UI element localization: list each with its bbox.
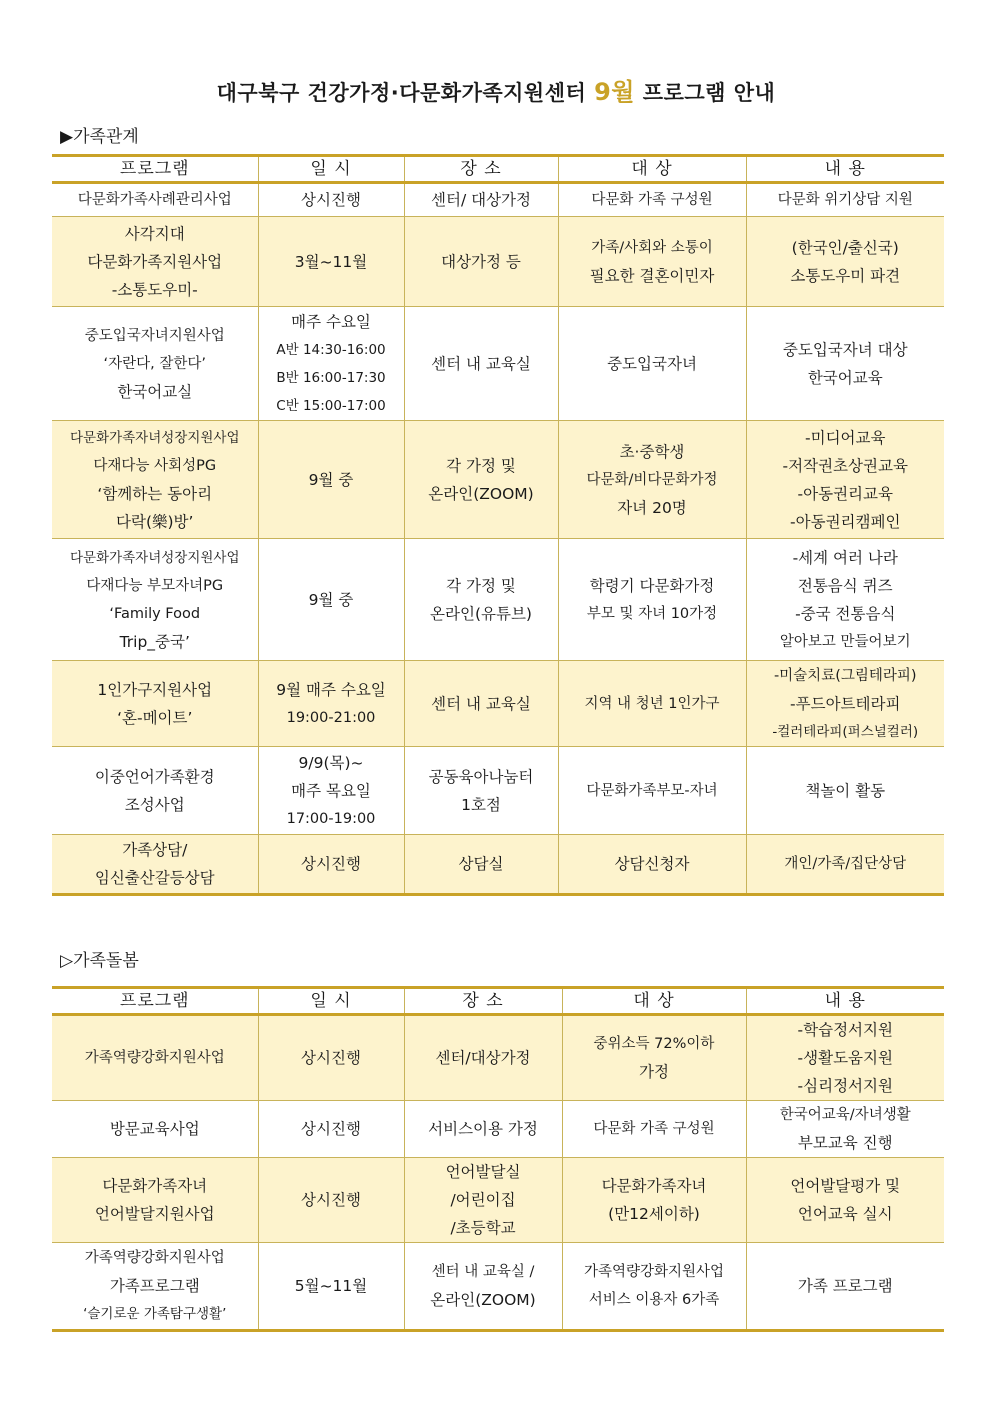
cell-text: 초·중학생 xyxy=(619,442,685,461)
cell-target xyxy=(562,1101,746,1158)
cell-text: 부모 및 자녀 10가정 xyxy=(586,605,718,622)
cell-location xyxy=(404,217,558,307)
cell-text: B반 16:00-17:30 xyxy=(276,369,386,386)
cell-schedule xyxy=(258,421,404,539)
cell-program xyxy=(52,183,258,217)
cell-content xyxy=(746,1243,944,1331)
cell-text: 다재다능 사회성PG xyxy=(93,457,217,474)
cell-program xyxy=(52,421,258,539)
cell-text: C반 15:00-17:00 xyxy=(276,397,386,414)
cell-text: 개인/가족/집단상담 xyxy=(784,856,907,872)
cell-text: 9월 중 xyxy=(308,470,354,489)
cell-text: /초등학교 xyxy=(450,1219,516,1237)
cell-text: 자녀 20명 xyxy=(617,498,687,517)
cell-text: 센터 내 교육실 xyxy=(431,694,531,713)
cell-text: 다문화/비다문화가정 xyxy=(586,471,718,488)
cell-text: 사각지대 xyxy=(124,224,185,243)
cell-text: 다문화가족부모-자녀 xyxy=(586,782,718,799)
table-row xyxy=(52,1243,944,1331)
cell-content xyxy=(746,421,944,539)
cell-program xyxy=(52,835,258,895)
cell-text: 학령기 다문화가정 xyxy=(589,576,715,595)
cell-text: 온라인(ZOOM) xyxy=(430,1291,536,1309)
cell-text: 가족/사회와 소통이 xyxy=(591,239,713,256)
cell-location xyxy=(404,835,558,895)
column-header-schedule: 일 시 xyxy=(258,988,404,1015)
cell-text: ‘함께하는 동아리 xyxy=(97,484,213,503)
table-header-row xyxy=(52,156,944,183)
cell-program xyxy=(52,661,258,747)
cell-text: 임신출산갈등상담 xyxy=(94,869,215,887)
cell-schedule xyxy=(258,1158,404,1243)
column-header-program: 프로그램 xyxy=(52,156,258,183)
cell-text: 각 가정 및 xyxy=(446,576,516,595)
table-row xyxy=(52,747,944,835)
table-row xyxy=(52,183,944,217)
cell-text: 전통음식 퀴즈 xyxy=(797,576,893,595)
cell-schedule xyxy=(258,217,404,307)
cell-text: 소통도우미 파견 xyxy=(790,266,901,285)
cell-text: 다문화가족자녀 xyxy=(601,1177,707,1195)
cell-text: A반 14:30-16:00 xyxy=(276,341,386,358)
cell-text: 방문교육사업 xyxy=(109,1120,200,1138)
cell-content xyxy=(746,539,944,661)
cell-schedule xyxy=(258,539,404,661)
cell-content xyxy=(746,1101,944,1158)
cell-content xyxy=(746,661,944,747)
cell-target xyxy=(562,1243,746,1331)
cell-text: -푸드아트테라피 xyxy=(790,694,901,713)
cell-text: 매주 수요일 xyxy=(291,312,371,331)
page-title xyxy=(0,72,992,107)
cell-text: 5월~11월 xyxy=(294,1277,368,1295)
cell-text: 다락(樂)방’ xyxy=(116,512,194,531)
cell-program xyxy=(52,217,258,307)
cell-text: 서비스 이용자 6가족 xyxy=(588,1292,720,1308)
cell-text: 3월~11월 xyxy=(294,252,368,271)
cell-program xyxy=(52,1101,258,1158)
cell-text: (만12세이하) xyxy=(608,1205,700,1223)
cell-location xyxy=(404,1158,562,1243)
cell-location xyxy=(404,539,558,661)
cell-text: 한국어교육 xyxy=(807,368,883,387)
cell-text: 상담신청자 xyxy=(614,855,690,873)
column-header-target: 대 상 xyxy=(558,156,746,183)
cell-program xyxy=(52,1243,258,1331)
cell-text: 상시진행 xyxy=(301,191,361,209)
cell-schedule xyxy=(258,1101,404,1158)
cell-text: 상시진행 xyxy=(301,1191,361,1209)
title-month: 9월 xyxy=(594,78,635,106)
cell-text: 1호점 xyxy=(461,795,501,814)
cell-text: 다문화 가족 구성원 xyxy=(593,1121,715,1137)
cell-target xyxy=(558,183,746,217)
section-heading-family-care: ▷가족돌봄 xyxy=(60,951,139,971)
cell-text: ‘슬기로운 가족탐구생활’ xyxy=(83,1306,227,1322)
table-row xyxy=(52,1101,944,1158)
cell-program xyxy=(52,747,258,835)
column-header-target: 대 상 xyxy=(562,988,746,1015)
cell-location xyxy=(404,1101,562,1158)
cell-text: Trip_중국’ xyxy=(119,632,190,651)
cell-text: 상시진행 xyxy=(301,1120,361,1138)
cell-text: 부모교육 진행 xyxy=(797,1134,893,1152)
cell-text: 센터/대상가정 xyxy=(435,1049,531,1067)
cell-text: 언어발달실 xyxy=(445,1163,521,1181)
table-row xyxy=(52,835,944,895)
cell-target xyxy=(558,661,746,747)
cell-text: 한국어교육/자녀생활 xyxy=(779,1107,911,1123)
cell-text: -생활도움지원 xyxy=(797,1049,893,1067)
cell-text: 다문화 위기상담 지원 xyxy=(777,192,913,208)
cell-program xyxy=(52,1158,258,1243)
cell-location xyxy=(404,1243,562,1331)
cell-content xyxy=(746,835,944,895)
cell-text: 9월 중 xyxy=(308,590,354,609)
cell-text: 상시진행 xyxy=(301,1049,361,1067)
cell-schedule xyxy=(258,307,404,421)
column-header-schedule: 일 시 xyxy=(258,156,404,183)
cell-text: 책놀이 활동 xyxy=(805,781,886,800)
cell-text: -세계 여러 나라 xyxy=(792,548,898,567)
cell-target xyxy=(558,835,746,895)
cell-text: -심리정서지원 xyxy=(797,1077,893,1095)
cell-content xyxy=(746,747,944,835)
section-heading-family-relations: ▶가족관계 xyxy=(60,127,139,147)
cell-content xyxy=(746,217,944,307)
cell-location xyxy=(404,661,558,747)
cell-text: 가족프로그램 xyxy=(109,1277,200,1295)
cell-text: 대상가정 등 xyxy=(441,252,521,271)
column-header-content: 내 용 xyxy=(746,156,944,183)
cell-location xyxy=(404,1015,562,1101)
cell-text: 상담실 xyxy=(458,855,504,873)
column-header-program: 프로그램 xyxy=(52,988,258,1015)
cell-text: 한국어교실 xyxy=(117,382,193,401)
cell-text: -학습정서지원 xyxy=(797,1021,893,1039)
cell-text: 가족역량강화지원사업 xyxy=(84,1050,225,1066)
cell-text: ‘혼-메이트’ xyxy=(117,708,193,727)
cell-text: 가족상담/ xyxy=(122,841,188,859)
cell-target xyxy=(562,1015,746,1101)
cell-text: -소통도우미- xyxy=(111,280,198,299)
column-header-location: 장 소 xyxy=(404,156,558,183)
cell-content xyxy=(746,183,944,217)
cell-target xyxy=(562,1158,746,1243)
table-header-row xyxy=(52,988,944,1015)
cell-schedule xyxy=(258,661,404,747)
cell-text: 센터 내 교육실 xyxy=(431,354,531,373)
cell-text: -저작권초상권교육 xyxy=(782,456,908,475)
cell-text: 1인가구지원사업 xyxy=(97,680,213,699)
cell-text: 이중언어가족환경 xyxy=(94,767,215,786)
cell-text: 언어발달지원사업 xyxy=(94,1205,215,1223)
cell-text: 17:00-19:00 xyxy=(286,810,376,827)
cell-text: 지역 내 청년 1인가구 xyxy=(584,695,720,712)
cell-text: 가족 프로그램 xyxy=(797,1277,893,1295)
cell-location xyxy=(404,747,558,835)
cell-text: -아동권리교육 xyxy=(797,484,893,503)
family-relations-table xyxy=(52,154,944,896)
family-care-table xyxy=(52,986,944,1332)
cell-content xyxy=(746,1158,944,1243)
column-header-location: 장 소 xyxy=(404,988,562,1015)
cell-location xyxy=(404,307,558,421)
cell-text: 다문화가족지원사업 xyxy=(87,252,223,271)
cell-target xyxy=(558,539,746,661)
cell-text: 중위소득 72%이하 xyxy=(593,1036,715,1052)
cell-text: 조성사업 xyxy=(124,795,185,814)
table-row xyxy=(52,421,944,539)
cell-content xyxy=(746,1015,944,1101)
cell-schedule xyxy=(258,747,404,835)
table-row xyxy=(52,217,944,307)
cell-text: -컬러테라피(퍼스널컬러) xyxy=(772,723,919,740)
cell-target xyxy=(558,747,746,835)
cell-text: 센터/ 대상가정 xyxy=(431,191,531,209)
table-row xyxy=(52,307,944,421)
cell-program xyxy=(52,1015,258,1101)
cell-text: ‘자란다, 잘한다’ xyxy=(103,355,206,372)
cell-text: 다문화 가족 구성원 xyxy=(591,192,713,208)
cell-target xyxy=(558,217,746,307)
cell-text: 알아보고 만들어보기 xyxy=(779,633,911,650)
cell-target xyxy=(558,421,746,539)
cell-schedule xyxy=(258,1015,404,1101)
column-header-content: 내 용 xyxy=(746,988,944,1015)
cell-text: -미디어교육 xyxy=(805,428,886,447)
cell-text: 상시진행 xyxy=(301,855,361,873)
cell-text: 센터 내 교육실 / xyxy=(431,1264,535,1280)
cell-content xyxy=(746,307,944,421)
title-suffix: 프로그램 안내 xyxy=(635,81,776,105)
cell-text: 9월 매주 수요일 xyxy=(276,680,386,699)
cell-text: /어린이집 xyxy=(450,1191,516,1209)
cell-text: -아동권리캠페인 xyxy=(790,512,901,531)
table-row xyxy=(52,1015,944,1101)
cell-text: 필요한 결혼이민자 xyxy=(589,266,715,285)
title-prefix: 대구북구 건강가정·다문화가족지원센터 xyxy=(216,81,595,105)
table-row xyxy=(52,539,944,661)
cell-text: 각 가정 및 xyxy=(446,456,516,475)
cell-text: 온라인(유튜브) xyxy=(430,604,532,623)
cell-program xyxy=(52,307,258,421)
cell-text: 다문화가족자녀성장지원사업 xyxy=(69,549,240,566)
cell-text: 가정 xyxy=(639,1063,669,1081)
cell-text: 공동육아나눔터 xyxy=(428,767,534,786)
cell-text: 중도입국자녀지원사업 xyxy=(84,327,225,344)
cell-text: 언어발달평가 및 xyxy=(790,1177,901,1195)
cell-text: 중도입국자녀 xyxy=(607,354,697,373)
cell-text: -미술치료(그림테라피) xyxy=(773,667,917,684)
cell-text: 다문화가족사례관리사업 xyxy=(77,192,232,208)
cell-text: 온라인(ZOOM) xyxy=(428,484,534,503)
cell-target xyxy=(558,307,746,421)
cell-schedule xyxy=(258,835,404,895)
cell-text: 가족역량강화지원사업 xyxy=(583,1264,725,1280)
cell-text: 19:00-21:00 xyxy=(286,709,376,726)
table-row xyxy=(52,1158,944,1243)
cell-text: 9/9(목)~ xyxy=(298,753,364,772)
table-row xyxy=(52,661,944,747)
cell-text: 중도입국자녀 대상 xyxy=(782,340,908,359)
cell-text: -중국 전통음식 xyxy=(795,604,896,623)
cell-text: 언어교육 실시 xyxy=(797,1205,893,1223)
cell-text: 다재다능 부모자녀PG xyxy=(86,577,224,594)
cell-text: (한국인/출신국) xyxy=(791,238,899,257)
cell-text: 서비스이용 가정 xyxy=(428,1120,538,1138)
cell-text: 매주 목요일 xyxy=(291,781,371,800)
cell-text: ‘Family Food xyxy=(109,605,201,622)
cell-schedule xyxy=(258,1243,404,1331)
cell-location xyxy=(404,183,558,217)
cell-location xyxy=(404,421,558,539)
cell-schedule xyxy=(258,183,404,217)
cell-program xyxy=(52,539,258,661)
cell-text: 다문화가족자녀 xyxy=(102,1177,208,1195)
cell-text: 다문화가족자녀성장지원사업 xyxy=(69,429,240,446)
cell-text: 가족역량강화지원사업 xyxy=(84,1250,225,1266)
